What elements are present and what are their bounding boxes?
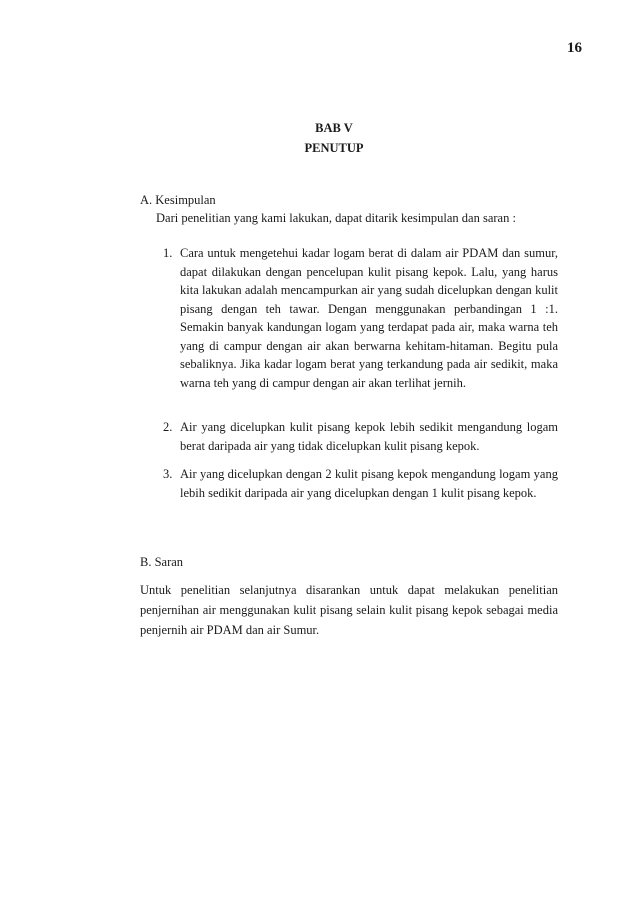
conclusion-list	[163, 244, 558, 392]
list-item-number: 3.	[163, 467, 173, 481]
section-b-heading: B. Saran	[140, 555, 184, 569]
section-a-heading: A. Kesimpulan	[140, 193, 216, 207]
chapter-title: PENUTUP	[304, 141, 364, 155]
page-number: 16	[567, 40, 582, 56]
section-b-paragraph: Untuk penelitian selanjutnya disarankan untuk dapat melakukan penelitian penjernihan air menggunakan kulit pisang selain kulit pisang kepok sebagai media penjernih air PDAM dan air Sumur.	[140, 583, 558, 637]
conclusion-list	[163, 418, 558, 455]
list-item	[163, 244, 558, 392]
list-item-text: Air yang dicelupkan kulit pisang kepok lebih sedikit mengandung logam berat daripada air yang tidak dicelupkan kulit pisang kepok.	[180, 420, 558, 453]
list-item-text: Air yang dicelupkan dengan 2 kulit pisang kepok mengandung logam yang lebih sedikit daripada air yang dicelupkan dengan 1 kulit pisang kepok.	[180, 467, 558, 500]
list-item-text: Cara untuk mengetehui kadar logam berat di dalam air PDAM dan sumur, dapat dilakukan dengan pencelupan kulit pisang kepok. Lalu, yang harus kita lakukan adalah mencampurkan air yang sudah dicelupkan dengan kulit pisang dengan teh tawar. Dengan menggunakan perbandingan 1 :1. Semakin banyak kandungan logam yang terdapat pada air, maka warna teh yang di campur dengan air akan berwarna kehitam-hitaman. Begitu pula sebaliknya. Jika kadar logam berat yang terkandung pada air sedikit, maka warna teh yang di campur dengan air akan terlihat jernih.	[180, 246, 558, 390]
list-item-number: 1.	[163, 246, 173, 260]
conclusion-list	[163, 465, 558, 502]
chapter-heading	[0, 118, 638, 158]
list-item	[163, 418, 558, 455]
list-item-number: 2.	[163, 420, 173, 434]
chapter-number: BAB V	[315, 121, 353, 135]
list-item	[163, 465, 558, 502]
section-a-intro: Dari penelitian yang kami lakukan, dapat ditarik kesimpulan dan saran :	[156, 211, 516, 225]
